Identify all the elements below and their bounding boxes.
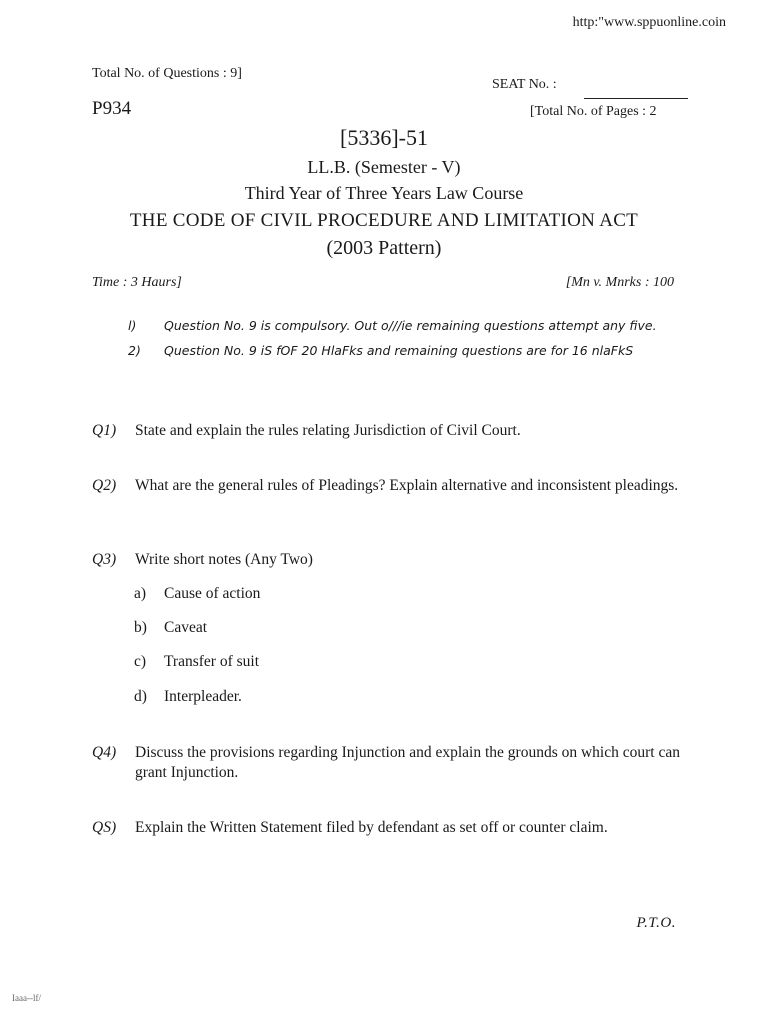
- question-number: Q2): [92, 477, 117, 494]
- subject-title: THE CODE OF CIVIL PROCEDURE AND LIMITATION ACT: [129, 210, 639, 231]
- question-number: Q1): [92, 422, 117, 439]
- question-text: State and explain the rules relating Jurisdiction of Civil Court.: [135, 422, 521, 439]
- seat-number-line: [584, 98, 688, 99]
- subpart-text: Cause of action: [164, 585, 261, 602]
- course-title: Third Year of Three Years Law Course: [244, 183, 524, 203]
- instruction-text: Question No. 9 is compulsory. Out o///ie remaining questions attempt any five.: [164, 318, 657, 333]
- source-url: http:"www.sppuonline.coin: [572, 15, 726, 30]
- question-text: Discuss the provisions regarding Injunction and explain the grounds on which court can grant Injunction.: [135, 744, 680, 781]
- scan-mark: Iaaa--lf/: [12, 993, 41, 1003]
- pattern-title: (2003 Pattern): [326, 237, 442, 259]
- question-text: Write short notes (Any Two): [135, 551, 313, 568]
- instruction-number: l): [128, 318, 137, 333]
- instruction-text: Question No. 9 iS fOF 20 HlaFks and remaining questions are for 16 nlaFkS: [164, 343, 634, 358]
- subpart-label: a): [134, 585, 147, 602]
- question-number: QS): [92, 819, 117, 836]
- subpart-text: Transfer of suit: [164, 653, 260, 670]
- paper-number: [5336]-51: [340, 125, 428, 150]
- subpart-text: Interpleader.: [164, 688, 242, 705]
- paper-code: P934: [92, 98, 132, 119]
- exam-time: Time : 3 Haurs]: [92, 275, 182, 290]
- instruction-number: 2): [128, 343, 141, 358]
- subpart-label: c): [134, 653, 147, 670]
- question-text: Explain the Written Statement filed by defendant as set off or counter claim.: [135, 819, 608, 836]
- question-number: Q3): [92, 551, 117, 568]
- total-pages: [Total No. of Pages : 2: [530, 104, 657, 119]
- please-turn-over: P.T.O.: [636, 915, 676, 931]
- subpart-label: b): [134, 619, 147, 636]
- degree-title: LL.B. (Semester - V): [307, 157, 461, 177]
- question-number: Q4): [92, 744, 117, 761]
- exam-max-marks: [Mn v. Mnrks : 100: [565, 275, 674, 290]
- seat-number-label: SEAT No. :: [492, 77, 557, 92]
- subpart-text: Caveat: [164, 619, 208, 636]
- subpart-label: d): [134, 688, 147, 705]
- question-text: What are the general rules of Pleadings? Explain alternative and inconsistent pleadings.: [135, 477, 679, 494]
- total-questions: Total No. of Questions : 9]: [92, 66, 242, 81]
